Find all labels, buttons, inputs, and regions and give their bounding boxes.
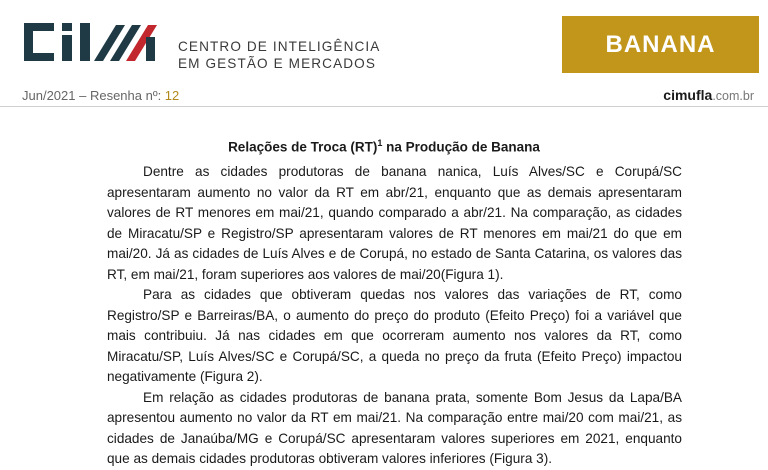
edition-prefix: Jun/2021 – Resenha nº: xyxy=(22,88,165,103)
site-domain: .com.br xyxy=(712,89,754,103)
site-link[interactable] xyxy=(663,87,754,103)
product-badge: BANANA xyxy=(562,16,759,73)
org-name-line1: CENTRO DE INTELIGÊNCIA xyxy=(178,39,381,54)
site-brand: cimufla xyxy=(663,87,713,103)
paragraph-2: Para as cidades que obtiveram quedas nos valores das variações de RT, como Registro/SP e Barreiras/BA, o aumento do preço do produto (Efeito Preço) foi a variável que mais contribuiu. Já nas cidades em que ocorreram aumento nos valores da RT, como Miracatu/SP, Luís Alves/SC e Corupá/SC, a queda no preço da fruta (Efeito Preço) impactou negativamente (Figura 2). xyxy=(107,287,682,384)
paragraph-3: Em relação as cidades produtoras de banana prata, somente Bom Jesus da Lapa/BA apresentou aumento no valor da RT em mai/21. Na comparação entre mai/20 com mai/21, as cidades de Janaúba/MG e Corupá/SC apresentaram valores superiores em 2021, enquanto que as demais cidades produtoras obtiveram valores inferiores (Figura 3). xyxy=(107,389,682,466)
header-divider xyxy=(0,106,768,107)
cim-logo xyxy=(20,17,168,72)
edition-info xyxy=(22,88,179,103)
report-header xyxy=(0,0,768,86)
edition-bar xyxy=(0,86,768,108)
edition-number: 12 xyxy=(164,88,180,103)
org-name xyxy=(178,38,380,72)
title-footnote-ref: 1 xyxy=(377,138,383,148)
title-main: Relações de Troca (RT) xyxy=(228,139,378,155)
paragraph-1: Dentre as cidades produtoras de banana nanica, Luís Alves/SC e Corupá/SC apresentaram aumento no valor da RT em abr/21, enquanto que as demais apresentaram valores de RT menores em mai/21, quando comparado a abr/21. Na comparação, as cidades de Miracatu/SP e Registro/SP apresentaram valores de RT menores em mai/21 do que em mai/20. Já as cidades de Luís Alves e de Corupá, no estado de Santa Catarina, os valores das RT, em mai/21, foram superiores aos valores de mai/20(Figura 1). xyxy=(107,164,682,282)
document-body xyxy=(107,162,682,470)
document-title xyxy=(0,138,768,155)
title-rest: na Produção de Banana xyxy=(382,139,540,155)
org-name-line2: EM GESTÃO E MERCADOS xyxy=(178,56,376,71)
